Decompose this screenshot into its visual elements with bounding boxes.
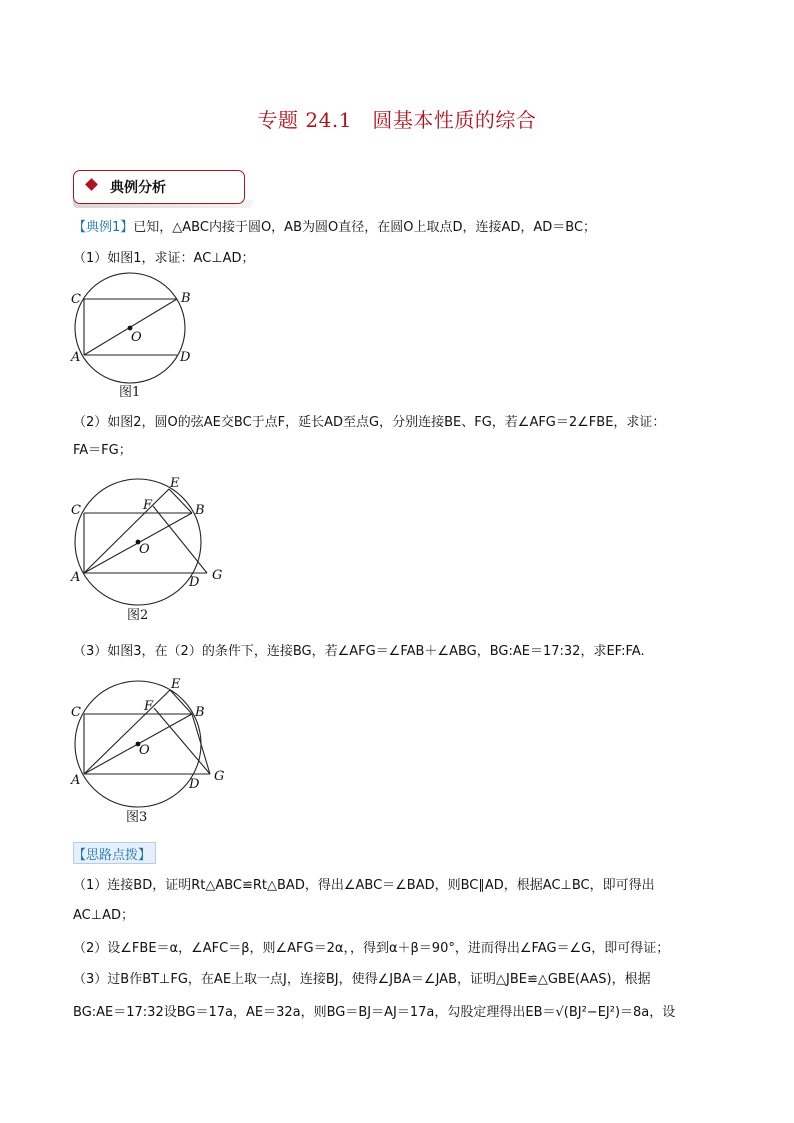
fig2-caption: 图2: [127, 608, 149, 623]
fig3-caption: 图3: [126, 810, 148, 825]
fig3-label-e: E: [171, 677, 181, 692]
fig3-label-d: D: [189, 777, 200, 792]
figure-3: [60, 672, 240, 832]
hint-p1-line1: （1）连接BD，证明Rt△ABC≌Rt△BAD，得出∠ABC＝∠BAD，则BC∥AD，根据AC⊥BC，即可得出: [73, 878, 655, 893]
fig3-segment-eb: [170, 690, 192, 714]
example1-intro: 已知，△ABC内接于圆O，AB为圆O直径，在圆O上取点D，连接AD，AD＝BC；: [133, 220, 597, 235]
fig2-label-d: D: [189, 575, 200, 590]
hint-p1-line2: AC⊥AD；: [73, 908, 134, 923]
fig1-label-b: B: [181, 291, 191, 306]
fig3-label-b: B: [195, 705, 205, 720]
fig2-label-o: O: [139, 542, 150, 557]
example1-q3: （3）如图3，在（2）的条件下，连接BG，若∠AFG＝∠FAB＋∠ABG，BG:AE＝17:32，求EF:FA.: [73, 644, 645, 659]
hint-p3-line1: （3）过B作BT⊥FG，在AE上取一点J，连接BJ，使得∠JBA＝∠JAB，证明△JBE≌△GBE(AAS)，根据: [73, 972, 651, 987]
fig2-segment-eb: [169, 489, 192, 513]
hint-p3-line2: BG:AE＝17:32设BG＝17a，AE＝32a，则BG＝BJ＝AJ＝17a，勾股定理得出EB＝√(BJ²−EJ²)＝8a，设: [73, 1005, 676, 1020]
fig2-label-f: F: [143, 498, 153, 513]
fig2-label-b: B: [195, 503, 205, 518]
section-header-label: 典例分析: [110, 180, 166, 196]
fig3-label-f: F: [144, 699, 154, 714]
example1-q1: （1）如图1，求证：AC⊥AD；: [73, 251, 255, 266]
fig3-segment-bg: [192, 714, 210, 774]
fig3-label-c: C: [71, 705, 81, 720]
hint-header-label: 【思路点拨】: [73, 848, 152, 863]
fig3-label-a: A: [71, 773, 81, 788]
fig1-label-o: O: [131, 330, 142, 345]
example1-tag: 【典例1】: [73, 220, 134, 235]
fig3-label-g: G: [214, 769, 225, 784]
hint-p2: （2）设∠FBE＝α，∠AFC＝β，则∠AFG＝2α，，得到α＋β＝90°，进而得出∠FAG＝∠G，即可得证；: [73, 941, 670, 956]
fig2-segment-ae: [84, 489, 169, 573]
fig2-label-e: E: [170, 476, 180, 491]
fig1-caption: 图1: [119, 385, 141, 400]
fig1-label-d: D: [180, 350, 191, 365]
fig2-label-c: C: [71, 503, 81, 518]
fig1-label-c: C: [71, 292, 81, 307]
example1-q2-line2: FA＝FG；: [73, 443, 132, 458]
figure-1: [60, 270, 230, 405]
example1-intro-line: [73, 219, 596, 237]
fig1-label-a: A: [71, 350, 81, 365]
fig2-label-g: G: [212, 568, 223, 583]
fig2-label-a: A: [71, 570, 81, 585]
page-title: 专题 24.1 圆基本性质的综合: [257, 108, 537, 132]
figure-2: [60, 470, 240, 630]
example1-q2-line1: （2）如图2，圆O的弦AE交BC于点F，延长AD至点G，分别连接BE、FG，若∠AFG＝2∠FBE，求证：: [73, 415, 666, 430]
fig3-segment-ae: [84, 690, 170, 774]
fig3-label-o: O: [139, 743, 150, 758]
